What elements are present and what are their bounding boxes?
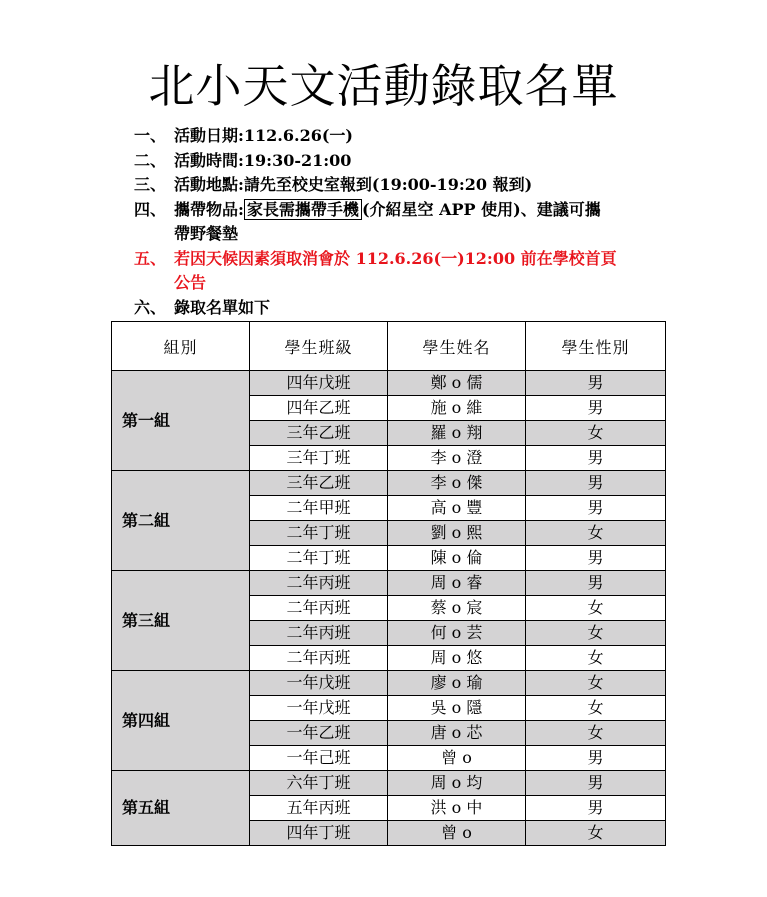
name-cell: 蔡 o 宸 <box>388 596 526 621</box>
header-name: 學生姓名 <box>388 322 526 371</box>
class-cell: 二年丁班 <box>250 521 388 546</box>
name-cell: 周 o 均 <box>388 771 526 796</box>
info-location <box>134 173 694 198</box>
item-text: 若因天候因素須取消會於 112.6.26(一)12:00 前在學校首頁 <box>174 248 617 268</box>
class-cell: 五年丙班 <box>250 796 388 821</box>
class-cell: 一年己班 <box>250 746 388 771</box>
info-time <box>134 149 694 174</box>
gender-cell: 男 <box>526 546 666 571</box>
class-cell: 二年丙班 <box>250 571 388 596</box>
name-cell: 廖 o 瑜 <box>388 671 526 696</box>
name-cell: 李 o 傑 <box>388 471 526 496</box>
gender-cell: 男 <box>526 471 666 496</box>
header-gender: 學生性別 <box>526 322 666 371</box>
item-text: 帶野餐墊 <box>174 224 239 243</box>
name-cell: 曾 o <box>388 821 526 846</box>
gender-cell: 女 <box>526 521 666 546</box>
header-class: 學生班級 <box>250 322 388 371</box>
class-cell: 一年戊班 <box>250 671 388 696</box>
gender-cell: 女 <box>526 621 666 646</box>
info-items-continued <box>134 222 694 247</box>
activity-info <box>134 124 694 320</box>
info-cancel-notice-continued <box>134 271 694 296</box>
table-row <box>112 671 666 696</box>
item-number: 二、 <box>134 150 167 170</box>
class-cell: 一年戊班 <box>250 696 388 721</box>
admission-table <box>111 321 666 846</box>
boxed-note: 家長需攜帶手機 <box>244 199 362 220</box>
gender-cell: 男 <box>526 371 666 396</box>
table-body <box>112 371 666 846</box>
info-items <box>134 198 694 223</box>
gender-cell: 女 <box>526 596 666 621</box>
info-date <box>134 124 694 149</box>
name-cell: 吳 o 隱 <box>388 696 526 721</box>
item-text: 活動地點:請先至校史室報到(19:00-19:20 報到) <box>174 175 533 194</box>
item-number: 五、 <box>134 248 167 268</box>
group-name-cell: 第三組 <box>112 571 250 671</box>
name-cell: 施 o 維 <box>388 396 526 421</box>
name-cell: 周 o 睿 <box>388 571 526 596</box>
gender-cell: 男 <box>526 771 666 796</box>
class-cell: 二年丙班 <box>250 596 388 621</box>
info-list-intro <box>134 296 694 321</box>
gender-cell: 女 <box>526 421 666 446</box>
class-cell: 三年乙班 <box>250 421 388 446</box>
gender-cell: 女 <box>526 646 666 671</box>
table-row <box>112 571 666 596</box>
name-cell: 劉 o 熙 <box>388 521 526 546</box>
header-group: 組別 <box>112 322 250 371</box>
group-name-cell: 第一組 <box>112 371 250 471</box>
gender-cell: 女 <box>526 696 666 721</box>
item-text-prefix: 攜帶物品: <box>174 199 244 219</box>
item-text: 活動時間:19:30-21:00 <box>174 150 352 170</box>
table-row <box>112 471 666 496</box>
name-cell: 唐 o 芯 <box>388 721 526 746</box>
item-number: 六、 <box>134 297 167 317</box>
name-cell: 洪 o 中 <box>388 796 526 821</box>
name-cell: 陳 o 倫 <box>388 546 526 571</box>
gender-cell: 女 <box>526 671 666 696</box>
gender-cell: 女 <box>526 721 666 746</box>
class-cell: 二年丙班 <box>250 621 388 646</box>
group-name-cell: 第四組 <box>112 671 250 771</box>
gender-cell: 女 <box>526 821 666 846</box>
class-cell: 四年戊班 <box>250 371 388 396</box>
gender-cell: 男 <box>526 496 666 521</box>
info-cancel-notice <box>134 247 694 272</box>
table-header-row <box>112 322 666 371</box>
group-name-cell: 第二組 <box>112 471 250 571</box>
name-cell: 何 o 芸 <box>388 621 526 646</box>
item-text: 公告 <box>174 273 207 292</box>
name-cell: 李 o 澄 <box>388 446 526 471</box>
group-name-cell: 第五組 <box>112 771 250 846</box>
class-cell: 二年丁班 <box>250 546 388 571</box>
item-text: 錄取名單如下 <box>174 297 271 317</box>
class-cell: 三年乙班 <box>250 471 388 496</box>
class-cell: 一年乙班 <box>250 721 388 746</box>
page-title: 北小天文活動錄取名單 <box>148 59 619 113</box>
item-text-suffix: (介紹星空 APP 使用)、建議可攜 <box>361 199 601 219</box>
class-cell: 二年丙班 <box>250 646 388 671</box>
gender-cell: 男 <box>526 396 666 421</box>
class-cell: 四年丁班 <box>250 821 388 846</box>
class-cell: 二年甲班 <box>250 496 388 521</box>
gender-cell: 男 <box>526 796 666 821</box>
gender-cell: 男 <box>526 746 666 771</box>
class-cell: 四年乙班 <box>250 396 388 421</box>
name-cell: 鄭 o 儒 <box>388 371 526 396</box>
name-cell: 高 o 豐 <box>388 496 526 521</box>
class-cell: 六年丁班 <box>250 771 388 796</box>
item-text: 活動日期:112.6.26(一) <box>174 126 353 145</box>
table-row <box>112 771 666 796</box>
item-number: 一、 <box>134 126 167 145</box>
table-row <box>112 371 666 396</box>
item-number: 四、 <box>134 199 167 219</box>
class-cell: 三年丁班 <box>250 446 388 471</box>
name-cell: 曾 o <box>388 746 526 771</box>
name-cell: 周 o 悠 <box>388 646 526 671</box>
item-text <box>174 198 601 223</box>
gender-cell: 男 <box>526 446 666 471</box>
item-number: 三、 <box>134 175 167 194</box>
name-cell: 羅 o 翔 <box>388 421 526 446</box>
gender-cell: 男 <box>526 571 666 596</box>
